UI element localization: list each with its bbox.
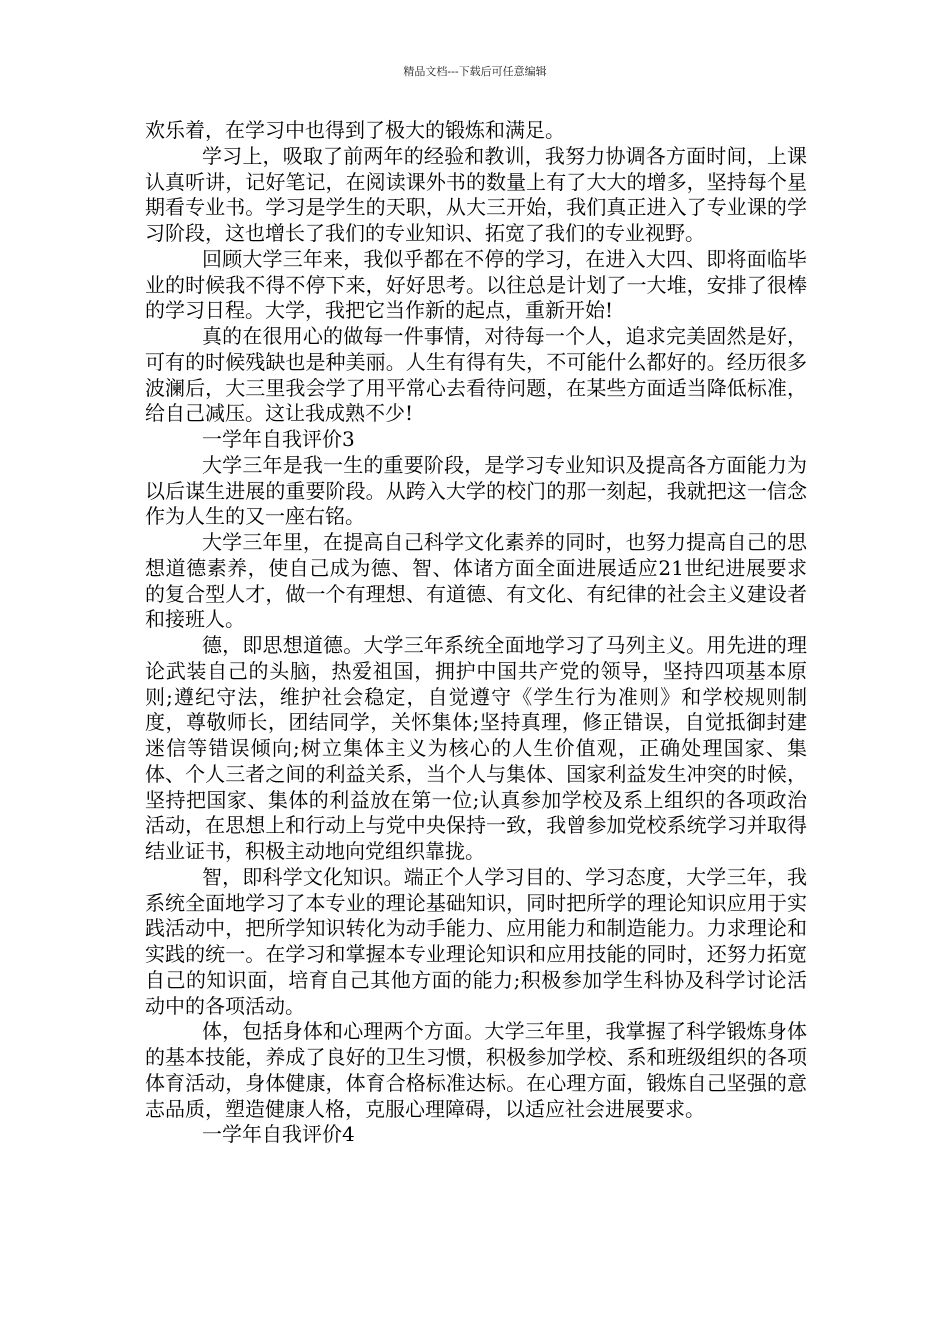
paragraph-intro-3: 大学三年是我一生的重要阶段，是学习专业知识及提高各方面能力为以后谋生进展的重要阶段。从跨入大学的校门的那一刻起，我就把这一信念作为人生的又一座右铭。	[145, 452, 807, 529]
paragraph-goals: 大学三年里，在提高自己科学文化素养的同时，也努力提高自己的思想道德素养，使自己成为德、智、体诸方面全面进展适应21世纪进展要求的复合型人才，做一个有理想、有道德、有文化、有纪律的社会主义建设者和接班人。	[145, 530, 807, 632]
paragraph-knowledge: 智，即科学文化知识。端正个人学习目的、学习态度，大学三年，我系统全面地学习了本专业的理论基础知识，同时把所学的理论知识应用于实践活动中，把所学知识转化为动手能力、应用能力和制造能力。力求理论和实践的统一。在学习和掌握本专业理论知识和应用技能的同时，还努力拓宽自己的知识面，培育自己其他方面的能力;积极参加学生科协及科学讨论活动中的各项活动。	[145, 864, 807, 1018]
paragraph-review: 回顾大学三年来，我似乎都在不停的学习，在进入大四、即将面临毕业的时候我不得不停下来，好好思考。以往总是计划了一大堆，安排了很棒的学习日程。大学，我把它当作新的起点，重新开始!	[145, 246, 807, 323]
section-title-3: 一学年自我评价3	[202, 427, 355, 451]
paragraph-study: 学习上，吸取了前两年的经验和教训，我努力协调各方面时间，上课认真听讲，记好笔记，在阅读课外书的数量上有了大大的增多，坚持每个星期看专业书。学习是学生的天职，从大三开始，我们真正进入了专业课的学习阶段，这也增长了我们的专业知识、拓宽了我们的专业视野。	[145, 143, 807, 245]
document-body	[145, 118, 807, 1148]
paragraph-attitude: 真的在很用心的做每一件事情，对待每一个人，追求完美固然是好，可有的时候残缺也是种美丽。人生有得有失，不可能什么都好的。经历很多波澜后，大三里我会学了用平常心去看待问题，在某些方面适当降低标准，给自己减压。这让我成熟不少!	[145, 324, 807, 426]
paragraph-continuation: 欢乐着，在学习中也得到了极大的锻炼和满足。	[145, 118, 565, 142]
section-title-4: 一学年自我评价4	[202, 1122, 355, 1147]
paragraph-morality: 德，即思想道德。大学三年系统全面地学习了马列主义。用先进的理论武装自己的头脑，热爱祖国，拥护中国共产党的领导，坚持四项基本原则;遵纪守法，维护社会稳定，自觉遵守《学生行为准则》和学校规则制度，尊敬师长，团结同学，关怀集体;坚持真理，修正错误，自觉抵御封建迷信等错误倾向;树立集体主义为核心的人生价值观，正确处理国家、集体、个人三者之间的利益关系，当个人与集体、国家利益发生冲突的时候，坚持把国家、集体的利益放在第一位;认真参加学校及系上组织的各项政治活动，在思想上和行动上与党中央保持一致，我曾参加党校系统学习并取得结业证书，积极主动地向党组织靠拢。	[145, 633, 807, 863]
page-header: 精品文档---下载后可任意编辑	[403, 65, 547, 78]
paragraph-physical: 体，包括身体和心理两个方面。大学三年里，我掌握了科学锻炼身体的基本技能，养成了良好的卫生习惯，积极参加学校、系和班级组织的各项体育活动，身体健康，体育合格标准达标。在心理方面，锻炼自己坚强的意志品质，塑造健康人格，克服心理障碍，以适应社会进展要求。	[145, 1019, 807, 1121]
